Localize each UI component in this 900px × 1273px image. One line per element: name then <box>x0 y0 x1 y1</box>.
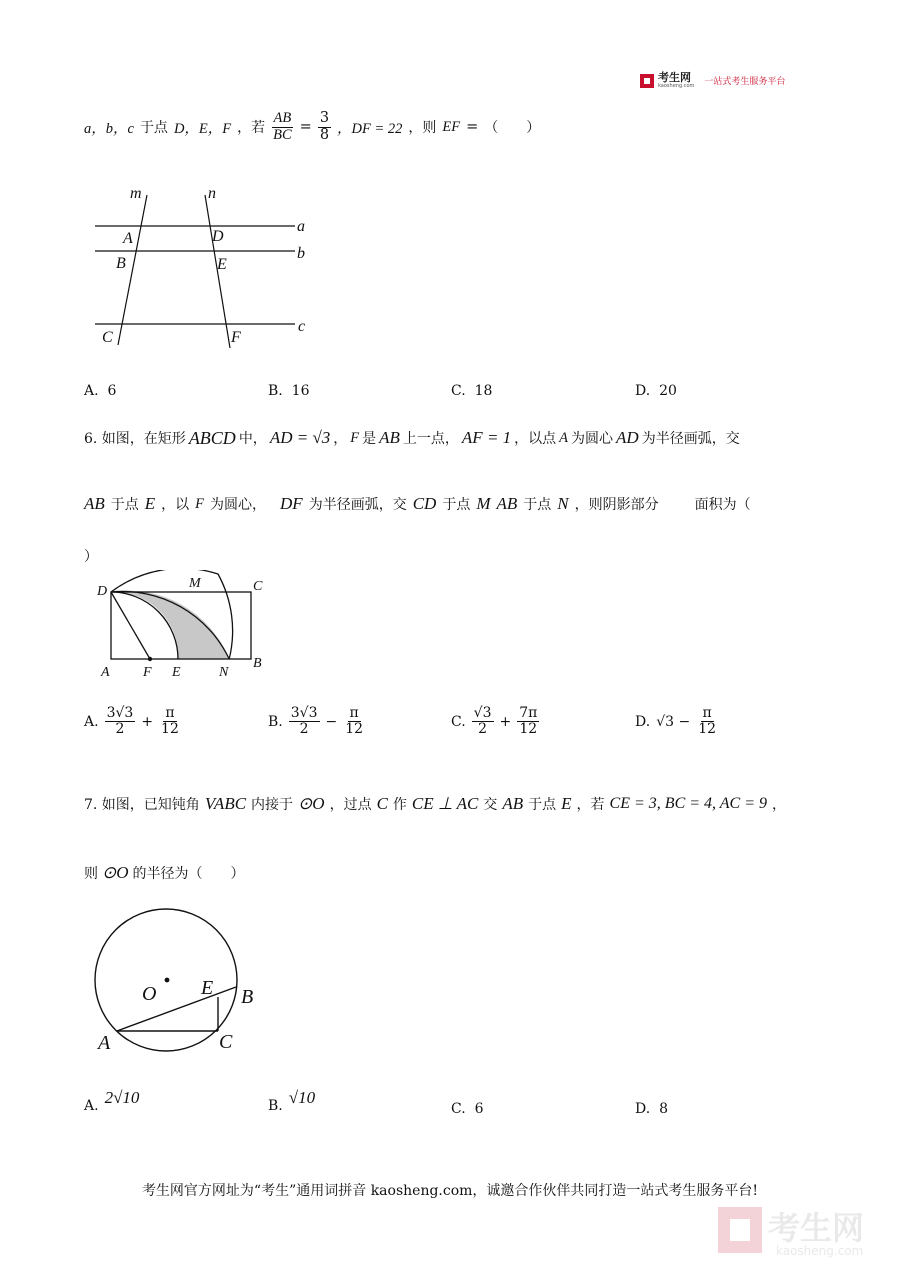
equals: = <box>466 119 479 135</box>
option-value: 18 <box>474 383 493 399</box>
option-letter: A. <box>84 383 99 399</box>
frac <box>289 706 320 738</box>
operator: + <box>141 713 154 730</box>
option-value: 6 <box>107 383 117 399</box>
segment-df <box>111 592 150 659</box>
label-F: F <box>231 329 241 346</box>
q5-text: ，若 <box>237 120 266 136</box>
q7-text: 作 <box>392 797 407 813</box>
q6-stem-line1 <box>84 420 740 456</box>
q7-text: 7. 如图，已知钝角 <box>84 797 200 813</box>
q5-lines: a，b，c <box>84 120 134 137</box>
option-value: 16 <box>291 383 310 399</box>
option-letter: B. <box>268 383 283 399</box>
label-B: B <box>116 255 126 272</box>
watermark-logo-icon <box>716 1203 886 1259</box>
q6-text: 是 <box>362 431 377 447</box>
label-M: M <box>189 576 201 591</box>
label-a: a <box>297 218 305 235</box>
label-C: C <box>219 1031 233 1053</box>
option-value: 2√10 <box>104 1088 140 1107</box>
frac-numerator: 7π <box>519 705 538 721</box>
frac <box>159 706 181 738</box>
option-letter: A. <box>84 1098 99 1114</box>
q7-ab: AB <box>502 794 524 813</box>
q7-option-d <box>635 1101 668 1117</box>
q6-df: DF <box>280 494 303 513</box>
label-C: C <box>102 329 113 346</box>
q7-text: 交 <box>483 797 498 813</box>
label-F: F <box>143 665 152 680</box>
label-A: A <box>123 230 133 247</box>
answer-paren: （ ） <box>484 120 541 136</box>
label-C: C <box>253 579 263 594</box>
q7-option-b <box>268 1088 316 1114</box>
brand-name: 考生网 <box>658 71 691 84</box>
q7-text: 的半径为（ ） <box>132 866 245 882</box>
q6-af: AF = 1 <box>461 428 512 447</box>
q7-text: 则 <box>84 866 98 882</box>
q6-text: ，以点 <box>514 431 557 447</box>
q7-c: C <box>376 794 388 813</box>
label-E: E <box>217 256 227 273</box>
frac-numerator: 3√3 <box>106 705 134 721</box>
q6-text: 于点 <box>110 497 139 513</box>
point-f <box>148 657 152 661</box>
q6-f: F <box>350 429 360 446</box>
q7-given: CE = 3, BC = 4, AC = 9 <box>609 795 767 812</box>
frac-denominator: BC <box>273 126 292 143</box>
option-letter: D. <box>635 1101 651 1117</box>
q6-e: E <box>144 494 156 513</box>
q5-option-a <box>84 383 116 399</box>
label-E: E <box>172 665 181 680</box>
center-point <box>165 978 170 983</box>
frac-denominator: 12 <box>519 721 538 738</box>
q6-stem-line3: ） <box>84 549 98 565</box>
q7-stem-line2 <box>84 856 245 890</box>
frac-denominator: 2 <box>299 721 309 738</box>
q6-cd: CD <box>412 494 437 513</box>
label-D: D <box>212 228 224 245</box>
label-O: O <box>142 983 157 1005</box>
q6-text: ， <box>333 431 348 447</box>
q7-perp: CE ⊥ AC <box>411 794 479 813</box>
q5-option-b <box>268 383 309 399</box>
q6-text: 6. 如图，在矩形 <box>84 431 186 447</box>
q5-figure <box>90 180 330 360</box>
frac-denominator: 2 <box>478 721 488 738</box>
label-A: A <box>98 1032 111 1054</box>
frac <box>696 706 718 738</box>
q7-circle: ⊙O <box>102 863 129 882</box>
option-letter: C. <box>451 383 466 399</box>
frac <box>472 706 494 738</box>
option-letter: B. <box>268 1098 283 1114</box>
q6-rect: ABCD <box>188 427 236 448</box>
label-A: A <box>101 665 110 680</box>
q6-ad2: AD <box>616 428 639 447</box>
label-B: B <box>253 656 262 671</box>
q6-stem-line2 <box>84 484 751 524</box>
label-n: n <box>208 185 216 202</box>
watermark-cn: 考生网 <box>768 1209 865 1247</box>
frac-numerator: √3 <box>473 705 492 721</box>
q7-stem-line1 <box>84 784 786 824</box>
q7-text: ， <box>771 797 786 813</box>
q6-option-c <box>451 706 539 738</box>
q7-text: ，若 <box>576 797 605 813</box>
q6-text: 中， <box>238 431 267 447</box>
q7-triangle: VABC <box>204 794 247 813</box>
operator: − <box>325 713 338 730</box>
brand-slogan: 一站式考生服务平台 <box>704 77 786 87</box>
q6-text: 面积为（ <box>694 497 751 513</box>
q5-ratio <box>271 111 294 144</box>
q5-ef: EF <box>442 118 461 135</box>
option-letter: D. <box>635 383 651 399</box>
q6-option-b <box>268 706 365 738</box>
q6-a: A <box>559 429 569 446</box>
option-letter: A. <box>84 713 99 730</box>
option-expr: √3 − <box>656 713 691 730</box>
option-letter: D. <box>635 713 651 730</box>
q5-ratio-value <box>318 111 331 144</box>
label-c: c <box>298 318 306 335</box>
option-letter: C. <box>451 713 466 730</box>
q5-df: ，DF = 22 <box>337 120 403 137</box>
q7-option-c <box>451 1101 484 1117</box>
q5-text: 于点 <box>139 120 168 136</box>
frac-denominator: 12 <box>161 721 179 738</box>
q7-circle: ⊙O <box>298 794 325 813</box>
q6-text: 上一点， <box>402 431 459 447</box>
frac <box>517 706 539 738</box>
frac-numerator: π <box>349 705 359 721</box>
q7-text: 于点 <box>528 797 557 813</box>
q5-then: ，则 <box>408 120 437 136</box>
frac-numerator: π <box>165 705 175 721</box>
q6-text: 于点 <box>523 497 552 513</box>
option-letter: C. <box>451 1101 466 1117</box>
q6-figure <box>95 570 275 685</box>
q5-stem <box>84 102 540 152</box>
q6-ad: AD = √3 <box>269 428 331 447</box>
q6-text: ，以 <box>161 497 190 513</box>
frac-numerator: 3 <box>319 109 330 126</box>
q6-f: F <box>195 495 205 512</box>
frac-numerator: AB <box>273 109 292 126</box>
q6-ab: AB <box>84 494 105 513</box>
brand-url: kaosheng.com <box>658 83 695 89</box>
frac-denominator: 12 <box>345 721 364 738</box>
brand-logo <box>640 72 785 89</box>
q7-option-a <box>84 1088 140 1114</box>
q6-text: 于点 <box>442 497 471 513</box>
label-E: E <box>201 977 214 999</box>
q7-text: 内接于 <box>251 797 294 813</box>
logo-icon <box>640 74 654 88</box>
footer-text: 考生网官方网址为“考生”通用词拼音 kaosheng.com，诚邀合作伙伴共同打造一站式考生服务平台! <box>141 1183 759 1199</box>
q6-text: 为半径画弧，交 <box>308 497 407 513</box>
label-D: D <box>97 584 108 599</box>
label-B: B <box>241 986 254 1008</box>
q6-option-d <box>635 706 718 738</box>
operator: + <box>499 713 512 730</box>
q5-option-c <box>451 383 492 399</box>
q6-n: N <box>557 494 569 513</box>
q6-text: 为圆心， <box>210 497 267 513</box>
q7-figure <box>90 905 270 1065</box>
label-N: N <box>219 665 229 680</box>
q6-option-a <box>84 706 181 738</box>
label-b: b <box>297 245 305 262</box>
q6-text: 为半径画弧，交 <box>641 431 740 447</box>
q6-ab2: AB <box>496 494 518 513</box>
frac-denominator: 2 <box>115 721 125 738</box>
q7-text: ，过点 <box>329 797 372 813</box>
watermark <box>716 1203 886 1259</box>
q6-text: 为圆心 <box>571 431 614 447</box>
label-m: m <box>130 185 142 202</box>
q6-text: ，则阴影部分 <box>574 497 659 513</box>
option-value: 6 <box>474 1101 484 1117</box>
frac-numerator: π <box>702 705 712 721</box>
watermark-en: kaosheng.com <box>776 1244 864 1258</box>
q5-points: D，E，F <box>173 120 232 137</box>
frac <box>343 706 365 738</box>
q7-e: E <box>561 794 572 813</box>
option-letter: B. <box>268 713 283 730</box>
q6-ab: AB <box>379 428 400 447</box>
option-value: 8 <box>659 1101 669 1117</box>
frac-numerator: 3√3 <box>290 705 318 721</box>
q6-m: M <box>476 494 491 513</box>
frac <box>105 706 136 738</box>
equals: = <box>299 119 312 135</box>
option-value: √10 <box>288 1088 316 1107</box>
frac-denominator: 8 <box>319 126 330 143</box>
frac-denominator: 12 <box>698 721 717 738</box>
option-value: 20 <box>659 383 677 399</box>
q5-option-d <box>635 383 677 399</box>
